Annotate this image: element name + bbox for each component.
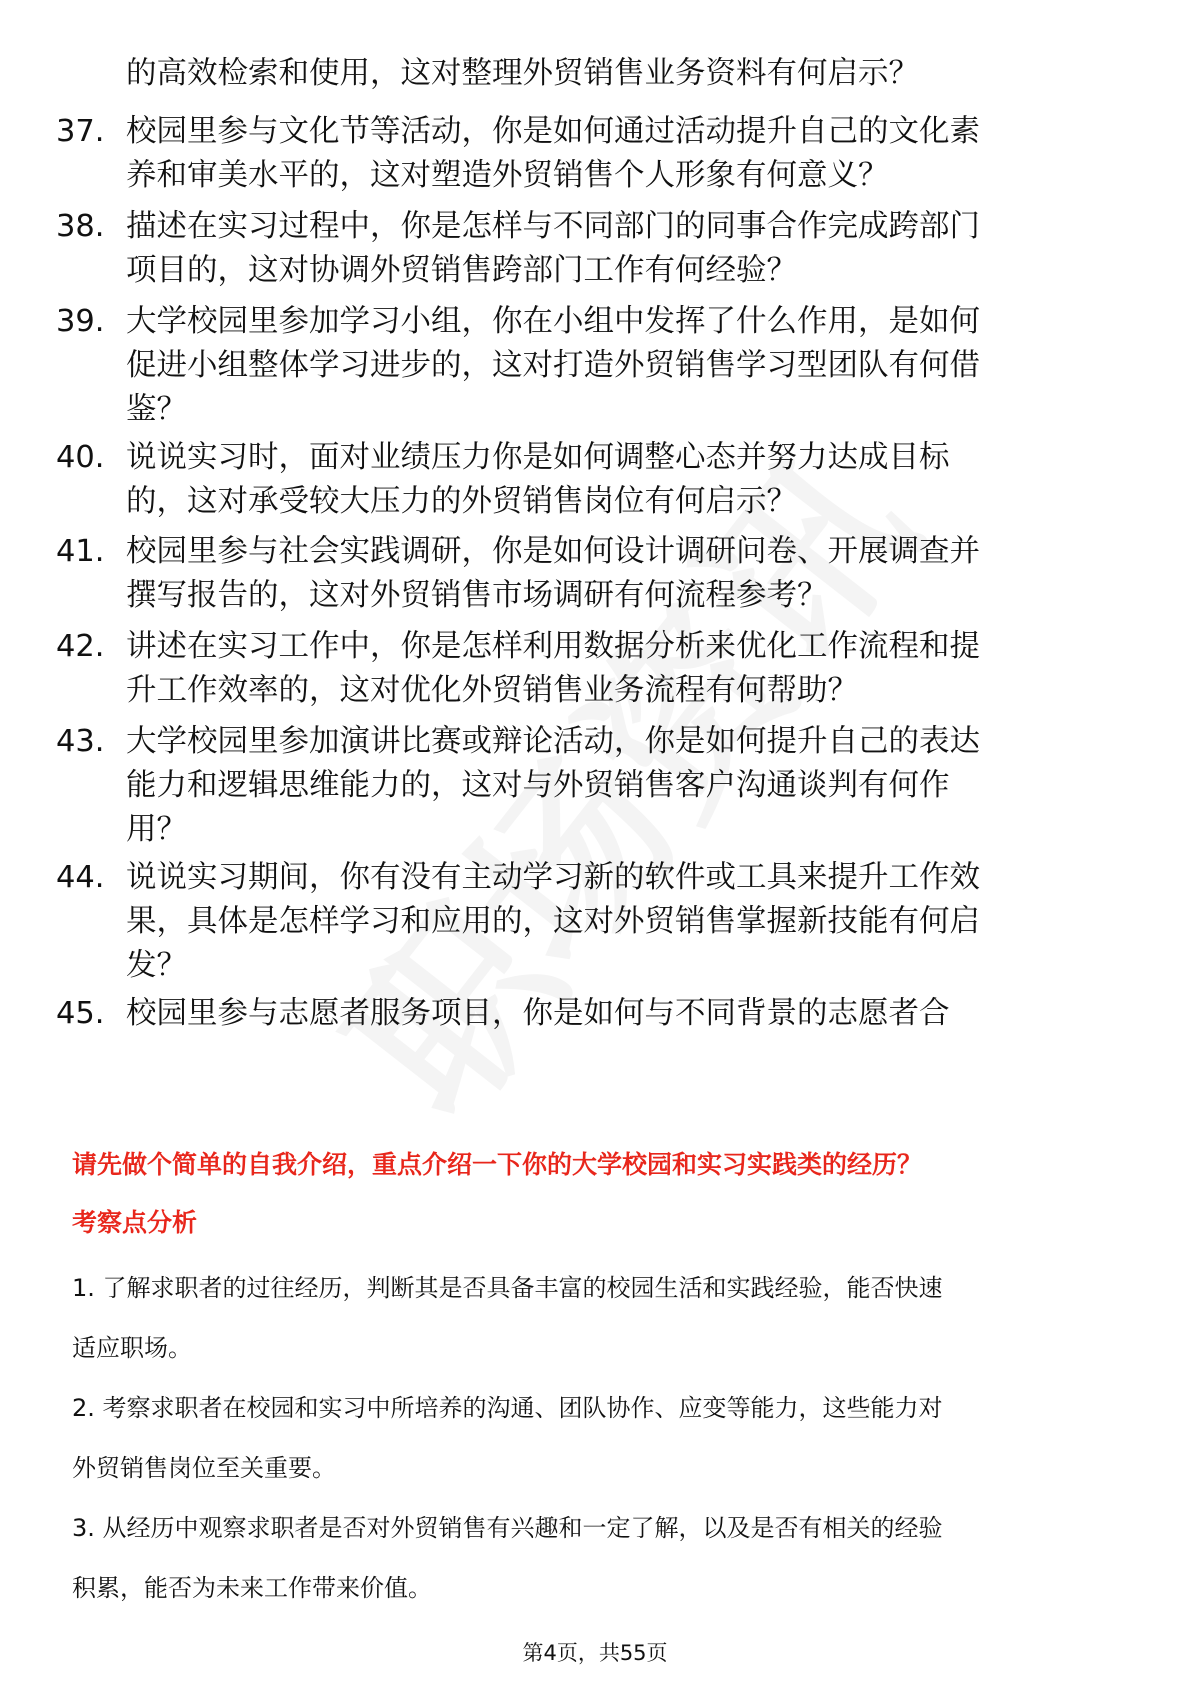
question-number: 41. — [56, 534, 105, 569]
featured-question: 请先做个简单的自我介绍，重点介绍一下你的大学校园和实习实践类的经历？ — [72, 1150, 923, 1179]
question-number: 43. — [56, 724, 105, 759]
question-text: 大学校园里参加学习小组，你在小组中发挥了什么作用，是如何 促进小组整体学习进步的，这对打造外贸销售学习型团队有何借 鉴？ — [126, 304, 980, 427]
question-text: 校园里参与社会实践调研，你是如何设计调研问卷、开展调查并 撰写报告的，这对外贸销售市场调研有何流程参考？ — [126, 534, 980, 613]
question-36-continuation: 的高效检索和使用，这对整理外贸销售业务资料有何启示？ — [126, 56, 919, 91]
question-text: 校园里参与志愿者服务项目，你是如何与不同背景的志愿者合 — [126, 996, 950, 1031]
question-text: 描述在实习过程中，你是怎样与不同部门的同事合作完成跨部门 项目的，这对协调外贸销售跨部门工作有何经验？ — [126, 209, 980, 288]
question-text: 说说实习时，面对业绩压力你是如何调整心态并努力达成目标 的，这对承受较大压力的外贸销售岗位有何启示？ — [126, 440, 950, 519]
question-number: 42. — [56, 629, 105, 664]
question-number: 40. — [56, 440, 105, 475]
question-number: 38. — [56, 209, 105, 244]
analysis-points — [72, 1258, 1132, 1618]
question-number: 37. — [56, 114, 105, 149]
question-text: 大学校园里参加演讲比赛或辩论活动，你是如何提升自己的表达 能力和逻辑思维能力的，这对与外贸销售客户沟通谈判有何作 用？ — [126, 724, 980, 847]
analysis-point: 1. 了解求职者的过往经历，判断其是否具备丰富的校园生活和实践经验，能否快速 适应职场。 — [72, 1274, 943, 1362]
question-number: 44. — [56, 860, 105, 895]
analysis-point: 2. 考察求职者在校园和实习中所培养的沟通、团队协作、应变等能力，这些能力对 外贸销售岗位至关重要。 — [72, 1394, 943, 1482]
question-number: 39. — [56, 304, 105, 339]
question-text: 校园里参与文化节等活动，你是如何通过活动提升自己的文化素 养和审美水平的，这对塑造外贸销售个人形象有何意义？ — [126, 114, 980, 193]
analysis-heading: 考察点分析 — [72, 1208, 198, 1237]
question-text: 讲述在实习工作中，你是怎样利用数据分析来优化工作流程和提 升工作效率的，这对优化外贸销售业务流程有何帮助？ — [126, 629, 980, 708]
question-number: 45. — [56, 996, 105, 1031]
question-text: 说说实习期间，你有没有主动学习新的软件或工具来提升工作效 果，具体是怎样学习和应用的，这对外贸销售掌握新技能有何启 发？ — [126, 860, 980, 983]
page-footer: 第4页，共55页 — [522, 1641, 668, 1665]
analysis-point: 3. 从经历中观察求职者是否对外贸销售有兴趣和一定了解，以及是否有相关的经验 积累，能否为未来工作带来价值。 — [72, 1514, 943, 1602]
